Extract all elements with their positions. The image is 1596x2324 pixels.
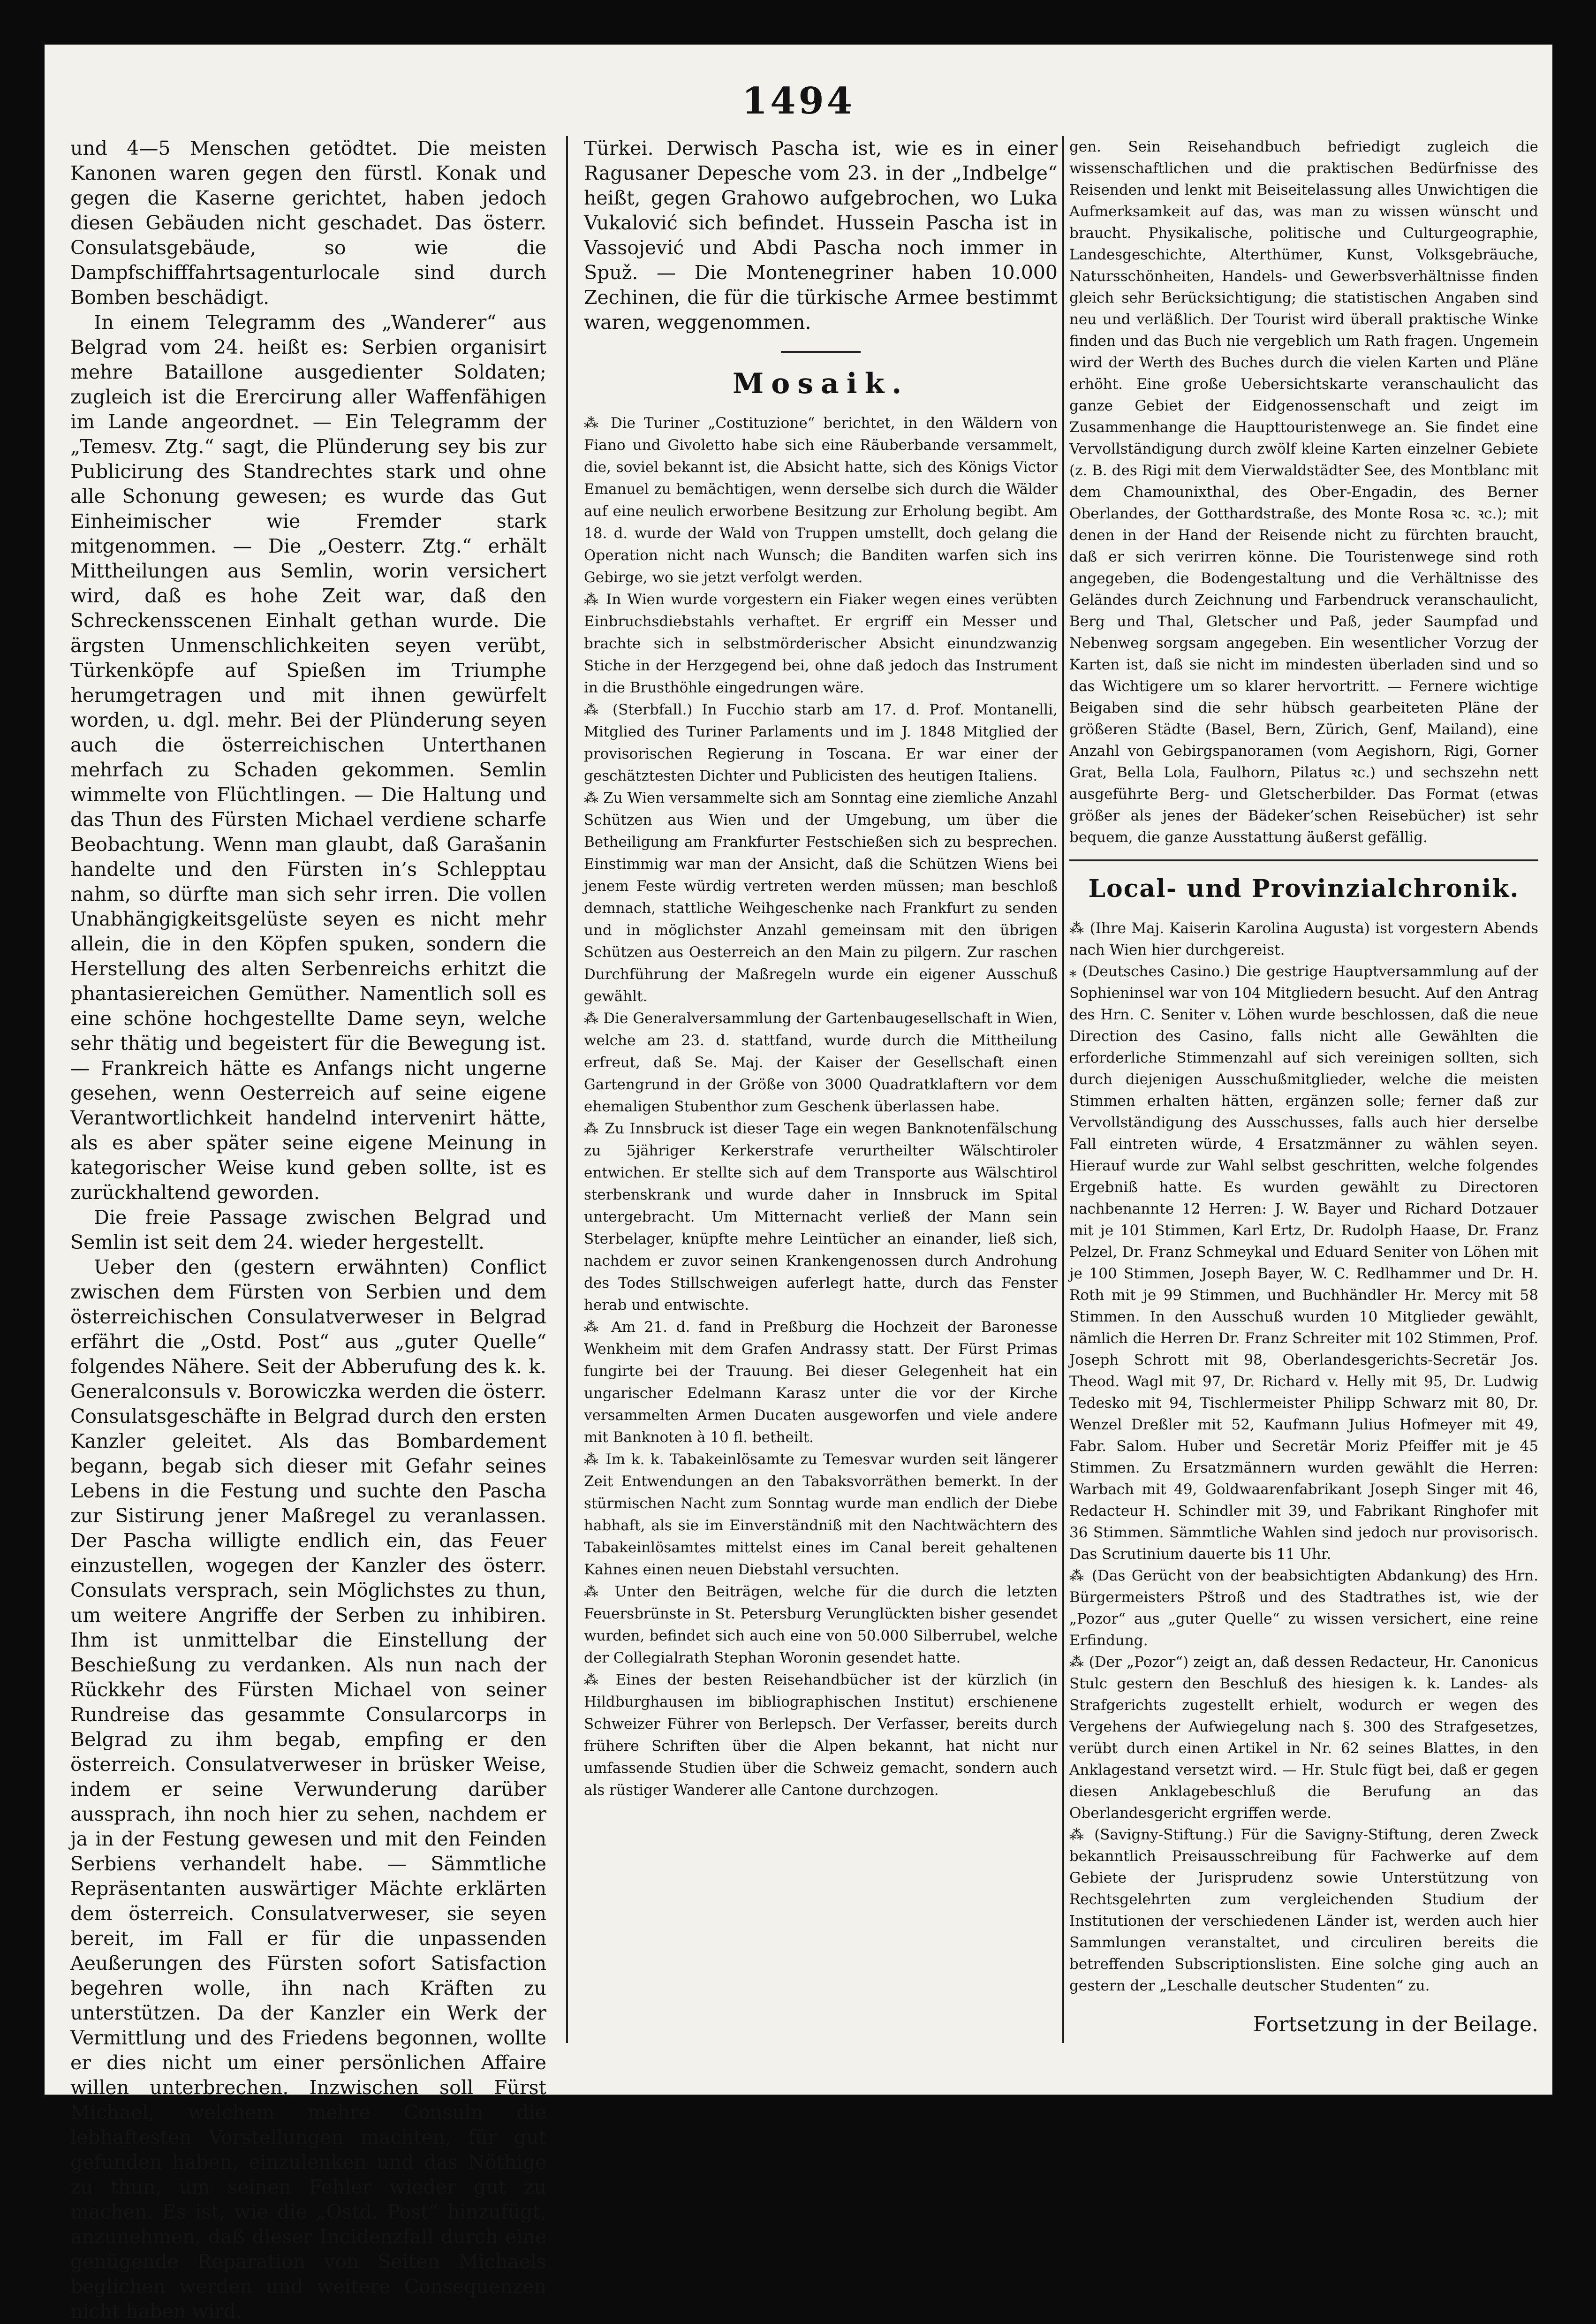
section-divider	[781, 351, 861, 353]
news-item	[1069, 1651, 1538, 1824]
page-number: 1494	[741, 80, 855, 122]
continuation-note: Fortsetzung in der Beilage.	[1253, 2013, 1538, 2036]
news-item-text: ⁎ (Deutsches Casino.) Die gestrige Hauptversammlung auf der Sophieninsel war von 104 Mitgliedern besucht. Auf den Antrag des Hrn. C. Seniter v. Löhen wurde beschlossen, daß die neue Direction des Casino, falls nicht alle Gewählten die erforderliche Stimmenzahl auf sich vereinigen sollten, sich durch diejenigen Ausschußmitglieder, welche die meisten Stimmen erhalten hätten, ergänzen solle; ferner daß zur Vervollständigung des Ausschusses, falls auch hier derselbe Fall eintreten würde, 4 Ersatzmänner zu wählen seyen. Hierauf wurde zur Wahl selbst geschritten, welche folgendes Ergebniß hatte. Es wurden gewählt zu Directoren nachbenannte 12 Herren: J. W. Bayer und Richard Dotzauer mit je 101 Stimmen, Karl Ertz, Dr. Rudolph Haase, Dr. Franz Pelzel, Dr. Franz Schmeykal und Eduard Seniter von Löhen mit je 100 Stimmen, Joseph Bayer, W. C. Redlhammer und Dr. H. Roth mit je 99 Stimmen, und Buchhändler Hr. Mercy mit 58 Stimmen. In den Ausschuß wurden 10 Mitglieder gewählt, nämlich die Herren Dr. Franz Schreiter mit 102 Stimmen, Prof. Joseph Schrott mit 98, Oberlandesgerichts-Secretär Jos. Theod. Wagl mit 97, Dr. Richard v. Helly mit 95, Dr. Ludwig Tedesko mit 94, Tischlermeister Philipp Schwarz mit 80, Dr. Wenzel Dreßler mit 52, Kaufmann Julius Hofmeyer mit 49, Fabr. Salom. Huber und Secretär Moriz Pfeiffer mit je 45 Stimmen. Zu Ersatzmännern wurden gewählt die Herren: Warbach mit 49, Goldwaarenfabrikant Joseph Singer mit 46, Redacteur H. Schindler mit 39, und Fabrikant Ringhofer mit 36 Stimmen. Sämmtliche Wahlen sind jedoch nur provisorisch. Das Scrutinium dauerte bis 11 Uhr.	[1069, 963, 1538, 1563]
column-3	[1069, 136, 1538, 2066]
news-item	[584, 1008, 1058, 1118]
news-item-text: ⁂ Am 21. d. fand in Preßburg die Hochzeit der Baronesse Wenkheim mit dem Grafen Andrassy statt. Der Fürst Primas fungirte bei der Trauung. Bei dieser Gelegenheit hat ein ungarischer Edelmann Karasz unter die vor der Kirche versammelten Armen Ducaten ausgeworfen und viele andere mit Banknoten à 10 fl. betheilt.	[584, 1319, 1058, 1446]
column-divider	[566, 136, 568, 2043]
news-item-text: ⁂ Zu Innsbruck ist dieser Tage ein wegen Banknotenfälschung zu 5jähriger Kerkerstrafe verurtheilter Wälschtiroler entwichen. Er stellte sich auf dem Transporte aus Wälschtirol sterbenskrank und wurde daher in Innsbruck im Spital untergebracht. Um Mitternacht verließ der Mann sein Sterbelager, knüpfte mehre Leintücher an einander, ließ sich, nachdem er zuvor seinen Krankengenossen durch Androhung des Todes Stillschweigen auferlegt hatte, durch das Fenster herab und entwischte.	[584, 1120, 1058, 1314]
news-item	[584, 699, 1058, 787]
news-item-text: ⁂ Die Turiner „Costituzione“ berichtet, in den Wäldern von Fiano und Givoletto habe sich eine Räuberbande versammelt, die, soviel bekannt ist, die Absicht hatte, sich des Königs Victor Emanuel zu bemächtigen, wenn derselbe sich durch die Wälder auf eine neulich erworbene Besitzung zur Erholung begibt. Am 18. d. wurde der Wald von Truppen umstellt, doch gelang die Operation nicht nach Wunsch; die Banditen warfen sich ins Gebirge, wo sie jetzt verfolgt werden.	[584, 415, 1058, 586]
news-item	[584, 1118, 1058, 1316]
news-item-text: ⁂ In Wien wurde vorgestern ein Fiaker wegen eines verübten Einbruchsdiebstahls verhaftet. Er ergriff ein Messer und brachte sich in selbstmörderischer Absicht einundzwanzig Stiche in der Herzgegend bei, ohne daß jedoch das Instrument in die Brusthöhle eingedrungen wäre.	[584, 591, 1058, 696]
news-item	[1069, 1565, 1538, 1651]
news-item	[584, 589, 1058, 699]
news-item-text: ⁂ (Sterbfall.) In Fucchio starb am 17. d. Prof. Montanelli, Mitglied des Turiner Parlaments und im J. 1848 Mitglied der provisorischen Regierung in Toscana. Er war einer der geschätztesten Dichter und Publicisten des heutigen Italiens.	[584, 701, 1058, 784]
column-1	[70, 136, 546, 2323]
news-item	[584, 412, 1058, 589]
news-item	[1069, 961, 1538, 1565]
news-item-text: ⁂ (Der „Pozor“) zeigt an, daß dessen Redacteur, Hr. Canonicus Stulc gestern den Beschluß des hiesigen k. k. Landes- als Strafgerichts zugestellt erhielt, wodurch er wegen des Vergehens der Aufwiegelung nach §. 300 des Strafgesetzes, verübt durch einen Artikel in Nr. 62 seines Blattes, in den Anklagestand versetzt wird. — Hr. Stulc fügt bei, daß er gegen diesen Anklagebeschluß die Berufung an das Oberlandesgericht ergriffen werde.	[1069, 1654, 1538, 1822]
news-item	[584, 787, 1058, 1008]
news-item-text: ⁂ Im k. k. Tabakeinlösamte zu Temesvar wurden seit längerer Zeit Entwendungen an den Tabaksvorräthen bemerkt. In der stürmischen Nacht zum Sonntag wurde man endlich der Diebe habhaft, als sie im Einverständniß mit den Nachtwächtern des Tabakeinlösamtes mittelst eines im Canal bereit gehaltenen Kahnes einen neuen Diebstahl versuchten.	[584, 1451, 1058, 1578]
news-item	[1069, 918, 1538, 961]
news-item	[584, 1449, 1058, 1581]
news-item	[584, 1316, 1058, 1449]
tuerkei-paragraph: Türkei. Derwisch Pascha ist, wie es in einer Ragusaner Depesche vom 23. in der „Indbelge“ heißt, gegen Grahowo aufgebrochen, wo Luka Vukalović sich befindet. Hussein Pascha ist in Vassojević und Abdi Pascha noch immer in Spuž. — Die Montenegriner haben 10.000 Zechinen, die für die türkische Armee bestimmt waren, weggenommen.	[584, 137, 1058, 334]
paragraph: Die freie Passage zwischen Belgrad und Semlin ist seit dem 24. wieder hergestellt.	[70, 1206, 546, 1253]
news-item-text: ⁂ Die Generalversammlung der Gartenbaugesellschaft in Wien, welche am 23. d. stattfand, wurde durch die Mittheilung erfreut, daß Se. Maj. der Kaiser der Gesellschaft einen Gartengrund in der Größe von 3000 Quadratklaftern vor dem ehemaligen Stubenthor zum Geschenk überlassen habe.	[584, 1010, 1058, 1115]
news-item-text: ⁂ (Das Gerücht von der beabsichtigten Abdankung) des Hrn. Bürgermeisters Pštroß und des Stadtrathes ist, wie der „Pozor“ aus „guter Quelle“ zu wissen versichert, eine reine Erfindung.	[1069, 1567, 1538, 1649]
news-item-text: ⁂ Eines der besten Reisehandbücher ist der kürzlich (in Hildburghausen im bibliographischen Institut) erschienene Schweizer Führer von Berlepsch. Der Verfasser, bereits durch frühere Schriften über die Alpen bekannt, hat nicht nur umfassende Studien über die Schweiz gemacht, sondern auch als rüstiger Wanderer alle Cantone durchzogen.	[584, 1671, 1058, 1799]
column-divider	[1062, 136, 1064, 2043]
paragraph: Ueber den (gestern erwähnten) Conflict zwischen dem Fürsten von Serbien und dem österreichischen Consulatverweser in Belgrad erfährt die „Ostd. Post“ aus „guter Quelle“ folgendes Nähere. Seit der Abberufung des k. k. Generalconsuls v. Borowiczka werden die österr. Consulatsgeschäfte in Belgrad durch den ersten Kanzler geleitet. Als das Bombardement begann, begab sich dieser mit Gefahr seines Lebens in die Festung und suchte den Pascha zur Sistirung jener Maßregel zu veranlassen. Der Pascha willigte endlich ein, das Feuer einzustellen, wogegen der Kanzler des österr. Consulats versprach, sein Möglichstes zu thun, um weitere Angriffe der Serben zu inhibiren. Ihm ist unmittelbar die Einstellung der Beschießung zu verdanken. Als nun nach der Rückkehr des Fürsten Michael von seiner Rundreise das gesammte Consularcorps in Belgrad zu ihm begab, empfing er den österreich. Consulatverweser in brüsker Weise, indem er seine Verwunderung darüber aussprach, ihn noch hier zu sehen, nachdem er ja in der Festung gewesen und mit den Feinden Serbiens verhandelt habe. — Sämmtliche Repräsentanten auswärtiger Mächte erklärten dem österreich. Consulatverweser, sie seyen bereit, im Fall er für die unpassenden Aeußerungen des Fürsten sofort Satisfaction begehren wolle, ihn nach Kräften zu unterstützen. Da der Kanzler ein Werk der Vermittlung und des Friedens begonnen, wollte er dies nicht um einer persönlichen Affaire willen unterbrechen. Inzwischen soll Fürst Michael, welchem mehre Consuln die lebhaftesten Vorstellungen machten, für gut gefunden haben, einzulenken und das Nöthige zu thun, um seinen Fehler wieder gut zu machen. Es ist, wie die „Ostd. Post“ hinzufügt, anzunehmen, daß dieser Incidenzfall durch eine genügende Reparation von Seiten Michaels beglichen werden und weitere Consequenzen nicht haben wird.	[70, 1256, 546, 2323]
news-item	[584, 1669, 1058, 1801]
news-item	[584, 1581, 1058, 1669]
newspaper-page	[45, 45, 1552, 2323]
section-title-mosaik: Mosaik.	[732, 367, 909, 400]
paragraph: In einem Telegramm des „Wanderer“ aus Belgrad vom 24. heißt es: Serbien organisirt mehre Bataillone ausgedienter Soldaten; zugleich ist die Erercirung aller Waffenfähigen im Lande angeordnet. — Ein Telegramm der „Temesv. Ztg.“ sagt, die Plünderung sey bis zur Publicirung des Standrechtes stark und ohne alle Schonung gewesen; es wurde das Gut Einheimischer wie Fremder stark mitgenommen. — Die „Oesterr. Ztg.“ erhält Mittheilungen aus Semlin, worin versichert wird, daß es hohe Zeit war, daß den Schreckensscenen Einhalt gethan wurde. Die ärgsten Unmenschlichkeiten seyen verübt, Türkenköpfe auf Spießen im Triumphe herumgetragen und mit ihnen gewürfelt worden, u. dgl. mehr. Bei der Plünderung seyen auch die österreichischen Unterthanen mehrfach zu Schaden gekommen. Semlin wimmelte von Flüchtlingen. — Die Haltung und das Thun des Fürsten Michael verdiene scharfe Beobachtung. Wenn man glaubt, daß Garašanin handelte und den Fürsten in’s Schlepptau nahm, so dürfte man sich sehr irren. Die vollen Unabhängigkeitsgelüste seyen es nicht mehr allein, die in den Köpfen spuken, sondern die Herstellung des alten Serbenreichs erhitzt die phantasiereichen Gemüther. Namentlich soll es eine schöne hochgestellte Dame seyn, welche sehr thätig und begeistert für die Bewegung ist. — Frankreich hätte es Anfangs nicht ungerne gesehen, wenn Oesterreich auf seine eigene Verantwortlichkeit handelnd intervenirt hätte, als es aber später seine eigene Meinung in kategorischer Weise kund geben sollte, ist es zurückhaltend geworden.	[70, 311, 546, 1204]
news-item-text: ⁂ (Savigny-Stiftung.) Für die Savigny-Stiftung, deren Zweck bekanntlich Preisausschreibung für Fachwerke auf dem Gebiete der Jurisprudenz sowie Unterstützung von Rechtsgelehrten zum vergleichenden Studium der Institutionen der verschiedenen Länder ist, werden auch hier Sammlungen veranstaltet, und circuliren bereits die betreffenden Subscriptionslisten. Eine solche ging auch an gestern der „Leschalle deutscher Studenten“ zu.	[1069, 1826, 1538, 1994]
news-item-text: ⁂ (Ihre Maj. Kaiserin Karolina Augusta) ist vorgestern Abends nach Wien hier durchgereist.	[1069, 920, 1538, 958]
paragraph: und 4—5 Menschen getödtet. Die meisten Kanonen waren gegen den fürstl. Konak und gegen die Kaserne gerichtet, haben jedoch diesen Gebäuden nicht geschadet. Das österr. Consulatsgebäude, so wie die Dampfschifffahrtsagenturlocale sind durch Bomben beschädigt.	[70, 137, 546, 309]
column-2	[584, 136, 1058, 2066]
section-divider	[1069, 859, 1538, 861]
paragraph: gen. Sein Reisehandbuch befriedigt zugleich die wissenschaftlichen und die praktischen Bedürfnisse des Reisenden und lenkt mit Beiseitelassung alles Unwichtigen die Aufmerksamkeit auf das, was man zu wissen wünscht und braucht. Physikalische, politische und Culturgeographie, Landesgeschichte, Alterthümer, Kunst, Volksgebräuche, Natursschönheiten, Handels- und Gewerbsverhältnisse finden gleich sehr Berücksichtigung; die statistischen Angaben sind neu und verläßlich. Der Tourist wird überall praktische Winke finden und das Buch nie vergeblich um Rath fragen. Ungemein wird der Werth des Buches durch die vielen Karten und Pläne erhöht. Eine große Uebersichtskarte veranschaulicht das ganze Gebiet der Eidgenossenschaft und zeigt im Zusammenhange die Haupttouristenwege an. Sie findet eine Vervollständigung durch zwölf kleine Karten einzelner Gebiete (z. B. des Rigi mit dem Vierwaldstädter See, des Montblanc mit dem Chamounixthal, des Ober-Engadin, des Berner Oberlandes, der Gotthardstraße, des Monte Rosa ꝛc. ꝛc.); mit denen in der Hand der Reisende nicht zu fürchten braucht, daß er sich verirren könne. Die Touristenwege sind roth angegeben, die Bodengestaltung und die Verhältnisse des Geländes durch Zeichnung und Farbendruck veranschaulicht, Berg und Thal, Gletscher und Paß, jeder Saumpfad und Nebenweg sorgsam angegeben. Ein wesentlicher Vorzug der Karten ist, daß sie nicht im mindesten überladen sind und so das Wichtigere um so klarer hervortritt. — Fernere wichtige Beigaben sind die sehr hübsch gearbeiteten Pläne der größeren Städte (Basel, Bern, Zürich, Genf, Mailand), eine Anzahl von Gebirgspanoramen (vom Aegishorn, Rigi, Gorner Grat, Bella Lola, Faulhorn, Pilatus ꝛc.) und sechszehn nett ausgeführte Berg- und Gletscherbilder. Das Format (etwas größer als jenes der Bädeker’schen Reisebücher) ist sehr bequem, die ganze Ausstattung äußerst gefällig.	[1069, 138, 1538, 846]
news-item	[1069, 1824, 1538, 1997]
news-item-text: ⁂ Unter den Beiträgen, welche für die durch die letzten Feuersbrünste in St. Petersburg Verunglückten bisher gesendet wurden, befindet sich auch eine von 50.000 Silberrubel, welche der Collegialrath Stephan Woronin gesendet hatte.	[584, 1583, 1058, 1666]
news-item-text: ⁂ Zu Wien versammelte sich am Sonntag eine ziemliche Anzahl Schützen aus Wien und der Umgebung, um über die Betheiligung am Frankfurter Festschießen sich zu besprechen. Einstimmig war man der Ansicht, daß die Schützen Wiens bei jenem Feste würdig vertreten werden müssen; man beschloß demnach, stattliche Weihgeschenke nach Frankfurt zu senden und in möglichster Anzahl gemeinsam mit den übrigen Schützen aus Oesterreich an den Main zu pilgern. Zur raschen Durchführung der Maßregeln wurde ein eigener Ausschuß gewählt.	[584, 790, 1058, 1005]
section-title-local-chronik: Local- und Provinzialchronik.	[1088, 874, 1520, 903]
